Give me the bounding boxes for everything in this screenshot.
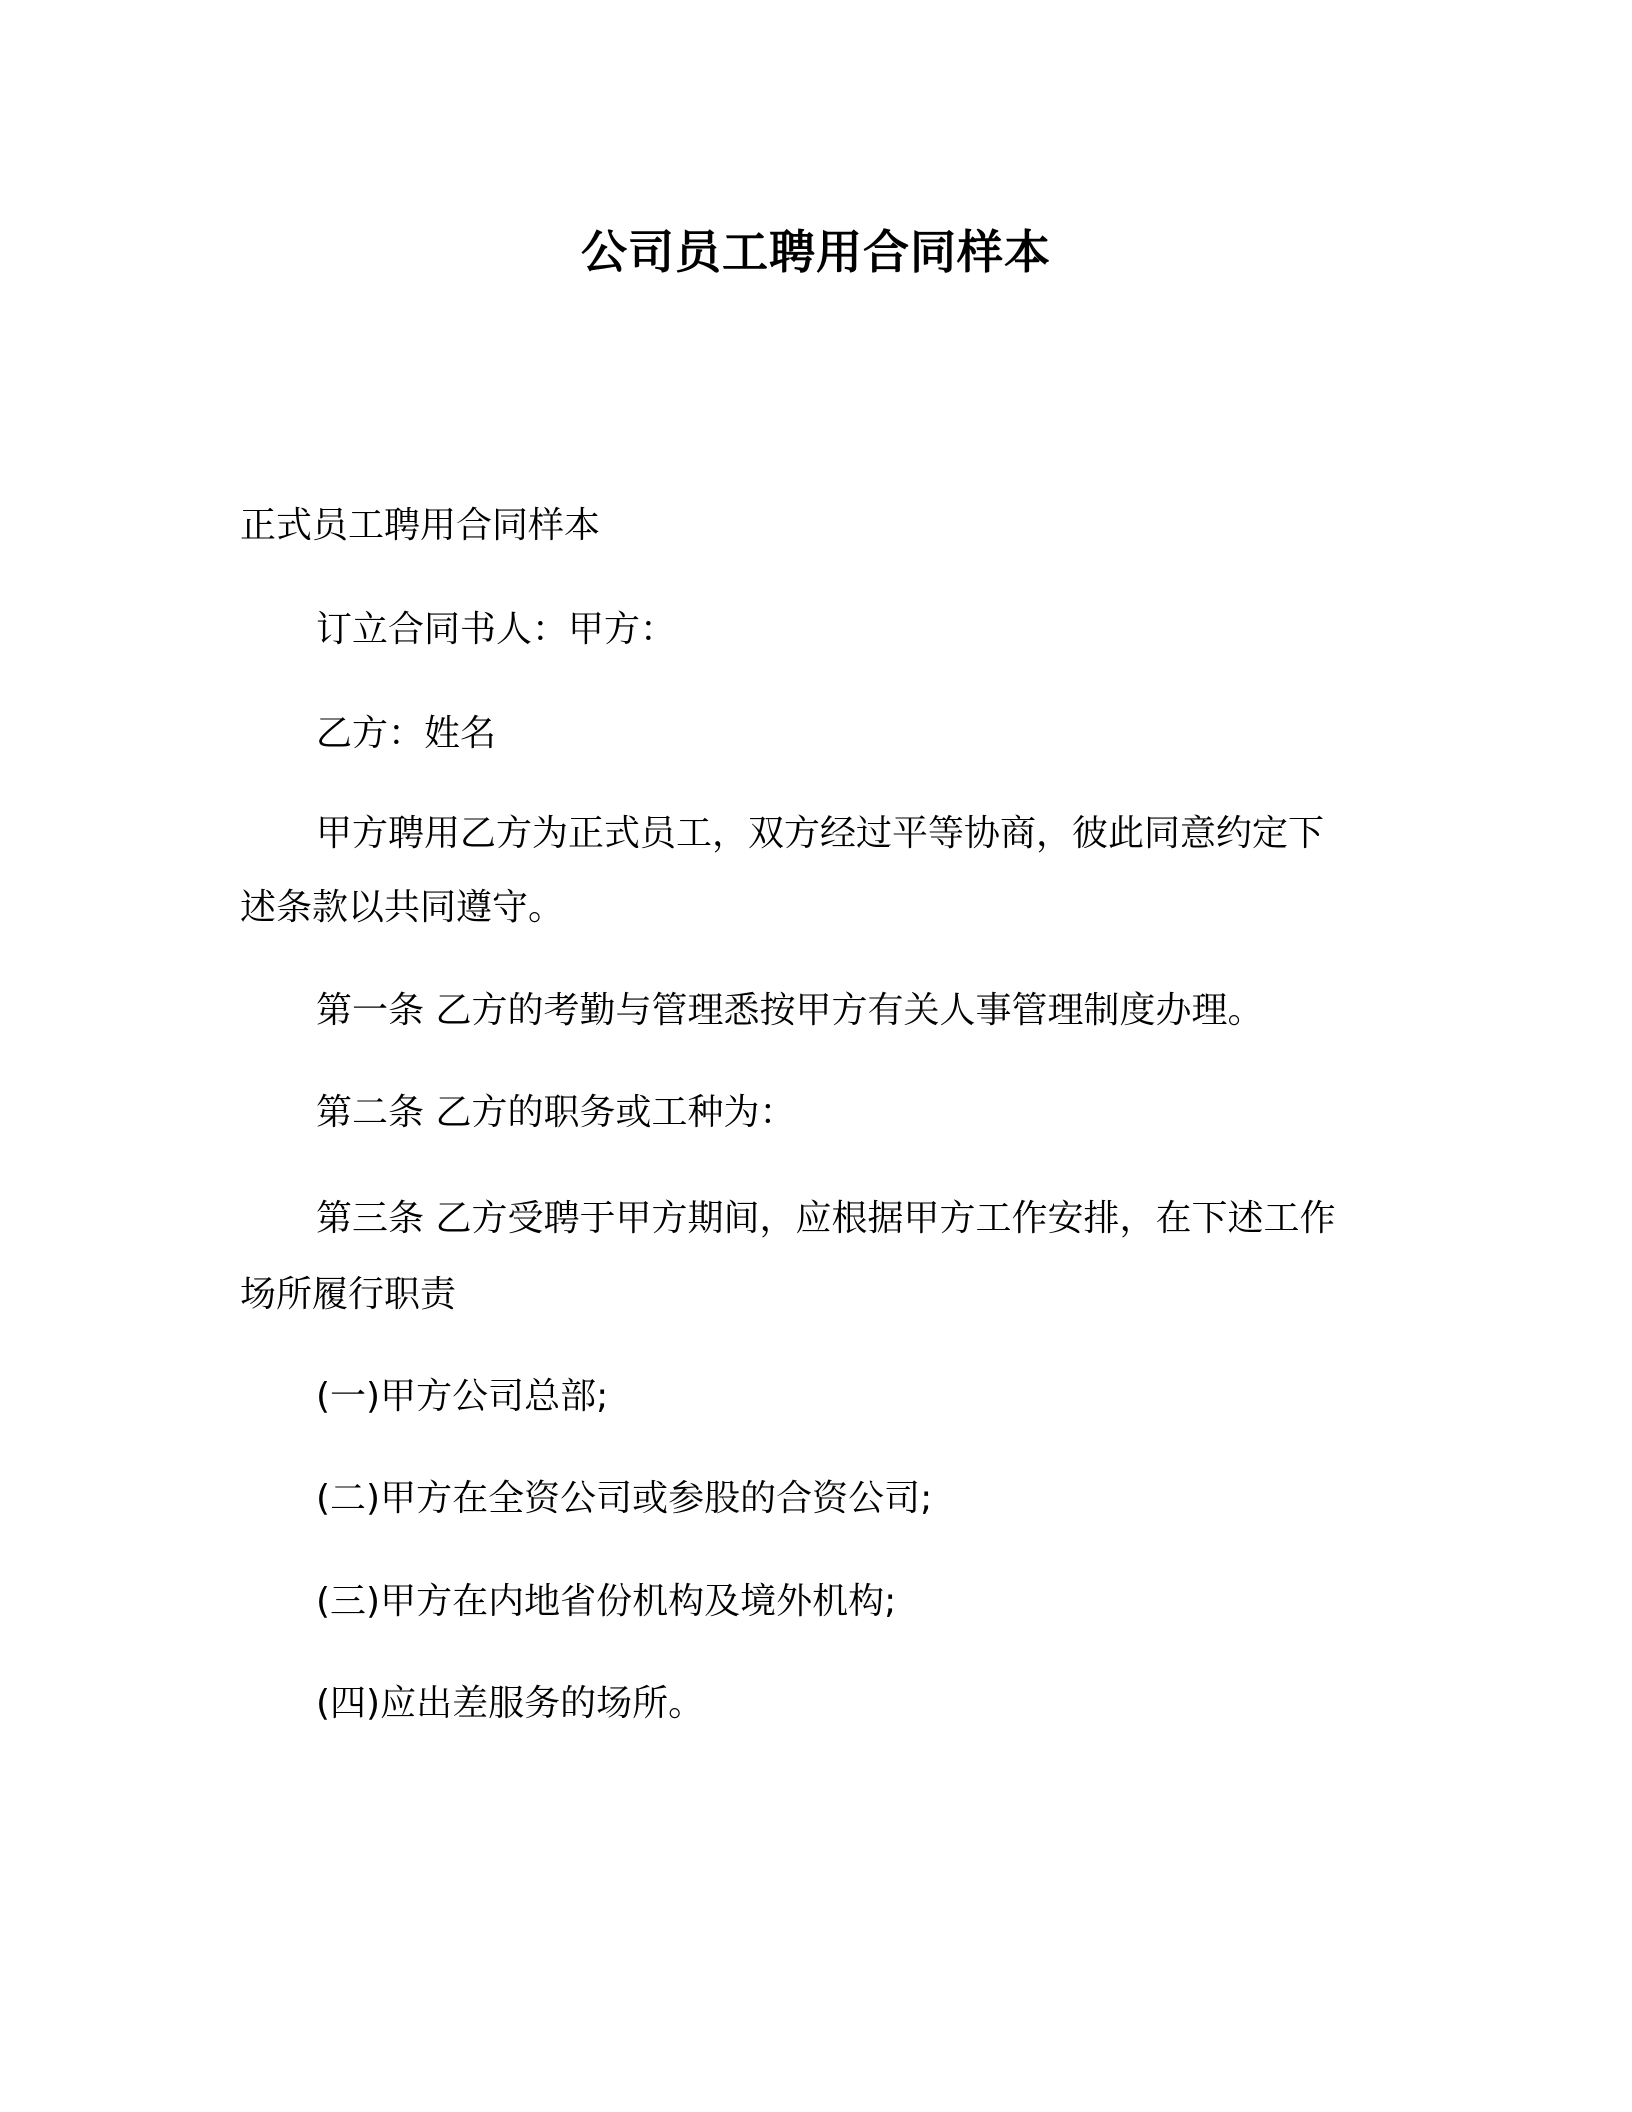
party-b-line: 乙方：姓名 [316, 713, 497, 754]
article-2: 第二条 乙方的职务或工种为： [316, 1092, 796, 1133]
list-item-3: (三)甲方在内地省份机构及境外机构; [316, 1581, 897, 1622]
preamble-line-1: 甲方聘用乙方为正式员工，双方经过平等协商，彼此同意约定下 [316, 813, 1325, 854]
article-1: 第一条 乙方的考勤与管理悉按甲方有关人事管理制度办理。 [316, 990, 1264, 1031]
list-item-4: (四)应出差服务的场所。 [316, 1683, 705, 1724]
list-item-1: (一)甲方公司总部; [316, 1376, 609, 1417]
document-title: 公司员工聘用合同样本 [581, 225, 1051, 279]
article-3-line-1: 第三条 乙方受聘于甲方期间，应根据甲方工作安排，在下述工作 [316, 1198, 1336, 1239]
article-3-line-2: 场所履行职责 [240, 1274, 457, 1315]
party-a-line: 订立合同书人：甲方： [316, 609, 677, 650]
list-item-2: (二)甲方在全资公司或参股的合资公司; [316, 1478, 933, 1519]
contract-subtitle: 正式员工聘用合同样本 [240, 505, 601, 546]
preamble-line-2: 述条款以共同遵守。 [240, 887, 565, 928]
